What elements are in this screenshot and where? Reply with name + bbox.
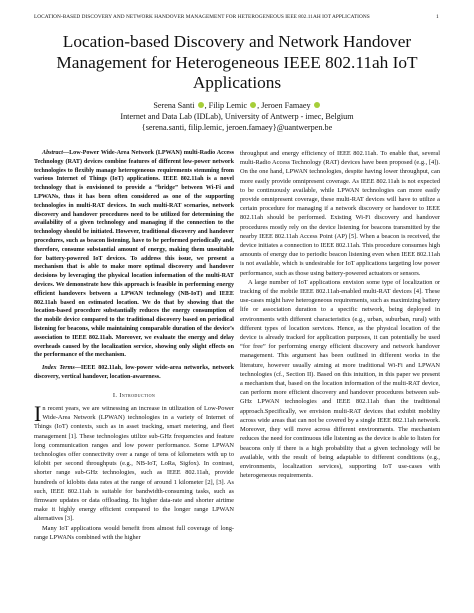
dropcap-letter: I [34,400,42,426]
index-terms-label: Index Terms [42,365,75,372]
right-column [240,149,440,480]
index-terms-text: IEEE 802.11ah, low-power wide-area networks, network discovery, vertical handover, location-awareness. [34,365,235,380]
abstract-label: Abstract [42,150,63,156]
abstract-text: Low-Power Wide-Area Network (LPWAN) multi-Radio Access Technology (RAT) devices combine features of different low-power network technologies to flexibly manage heterogeneous requirements stemming from various Internet of Things (IoT) applications. IEEE 802.11ah is a novel technology that is envisioned to provide a “bridge” between Wi-Fi and LPWANs, thus it has been often considered as one of the supporting technologies in multi-RAT devices. In such multi-RAT scenarios, network discovery and handover procedures need to be utilized for determining the availability of a given technology and managing if the connection to the technology should be initiated. However, traditional discovery and handover procedures, such as beacon listening, have to be performed periodically and, therefore, consume substantial amount of energy, making them unsuitable for battery-powered IoT devices. To address this issue, we present a mechanism that is able to make more optimal discovery and handover decisions by leveraging the physical location information of the multi-RAT devices. We demonstrate how this approach is feasible in performing energy efficient handovers between a LPWAN technology (NB-IoT) and IEEE 802.11ah based on estimated location. We do that by showing that the location-based procedure substantially reduces the energy consumption of the mobile device compared to the traditional discovery based on periodical listening for beacons, while maintaining comparable duration of the device’s association to IEEE 802.11ah. Moreover, we evaluate the energy and delay overheads caused by the localization service, showing only slight effects on the performance of the mechanism. [34,150,234,359]
body-paragraph-2: A large number of IoT applications envision some type of localization or tracking of the mobile IEEE 802.11ah-enabled multi-RAT devices [4]. These use-cases might have heterogeneous requirements, such as maximizing battery life or association duration to a specific network, being deployed in environments with different characteristics (e.g., urban, suburban, rural) with different types of location services. Hence, as the physical location of the device is already tracked for application purposes, it can potentially be used “for free” for performing energy efficient discovery and network handover management. This argument has been outlined in different works in the literature, however usually aiming at more traditional Wi-Fi and LPWAN technologies (cf., Section II). Based on this intuition, in this paper we present a mechanism that, based on the location information of the multi-RAT device, can perform more efficient discovery and handover procedures between sub-GHz LPWAN technologies and IEEE 802.11ah than the traditional approach.Specifically, we envision multi-RAT devices that exhibit mobility across wide areas that can not be covered by a single IEEE 802.11ah network. Moreover, they will move across different environments. The mechanism reduces the need for continuous idle listening as the device is able to listen for beacons only if there is a high probability that a given technology will be available, with the result of being adaptable to different conditions (e.g., environments, localization services), supporting IoT use-cases with heterogeneous requirements. [240,278,440,480]
body-paragraph: throughput and energy efficiency of IEEE 802.11ah. To enable that, several multi-Radio Access Technology (RAT) devices have been proposed (e.g., [4]). On the one hand, LPWAN technologies, despite having lower throughput, can more easily provide omnipresent coverage. As IEEE 802.11ah is not expected to be continuously available, while LPWAN technologies can more easily provide omnipresent coverage, these multi-RAT devices will have to utilize a certain procedure for managing if a network discovery or handover to IEEE 802.11ah should be performed. Existing Wi-Fi discovery and handover procedures mostly rely on the device listening for beacons transmitted by the nearby IEEE 802.11ah Access Point (AP) [5]. When a beacon is received, the device initiates a connection to IEEE 802.11ah. This procedure consumes high amounts of energy due to periodic beacon listening even when IEEE 802.11ah is not available, which is undesirable for IoT applications targeting low power performance, such as those using battery-powered actuators or sensors. [240,150,440,277]
orcid-icon[interactable] [250,102,256,108]
author-block [20,100,454,133]
abstract: Abstract—Low-Power Wide-Area Network (LPWAN) multi-Radio Access Technology (RAT) devices combine features of different low-power network technologies to flexibly manage heterogeneous requirements stemming from various Internet of Things (IoT) applications. IEEE 802.11ah is a novel technology that is envisioned to provide a “bridge” between Wi-Fi and LPWANs, thus it has been often considered as one of the supporting technologies in multi-RAT devices. In such multi-RAT scenarios, network discovery and handover procedures need to be utilized for determining the availability of a given technology and managing if the connection to the technology should be initiated. However, traditional discovery and handover procedures, such as beacon listening, have to be performed periodically and, therefore, consume substantial amount of energy, making them unsuitable for battery-powered IoT devices. To address this issue, we present a mechanism that is able to make more optimal discovery and handover decisions by leveraging the physical location information of the multi-RAT devices. We demonstrate how this approach is feasible in performing energy efficient handovers between a LPWAN technology (NB-IoT) and IEEE 802.11ah based on estimated location. We do that by showing that the location-based procedure substantially reduces the energy consumption of the mobile device compared to the traditional discovery based on periodical listening for beacons, while maintaining comparable duration of the device’s association to IEEE 802.11ah. Moreover, we evaluate the energy and delay overheads caused by the localization service, showing only slight effects on the performance of the mechanism. [34,150,234,359]
paper-title: Location-based Discovery and Network Handover Management for Heterogeneous IEEE 802.11ah IoT Applications [56,32,418,92]
running-header: LOCATION-BASED DISCOVERY AND NETWORK HANDOVER MANAGEMENT FOR HETEROGENEOUS IEEE 802.11AH IOT APPLICATIONS [34,14,370,20]
intro-paragraph [34,400,234,524]
orcid-icon[interactable] [314,102,320,108]
orcid-icon[interactable] [198,102,204,108]
section-heading: I. Introduction [112,391,156,399]
author-name: Serena Santi [153,101,195,110]
page-number: 1 [436,14,439,20]
author-emails: {serena.santi, filip.lemic, jeroen.famaey}@uantwerpen.be [141,123,333,132]
intro-paragraph-text: n recent years, we are witnessing an increase in utilization of Low-Power Wide-Area Network (LPWAN) technologies in a variety of Internet of Things (IoT) contexts, such as in asset tracking, smart metering, and fleet management [1]. These technologies utilize sub-GHz frequencies and feature long communication ranges and low power performance. Some LPWAN technologies offer connectivity over a range of tens of kilometers with up to kilobit per second throughputs (e.g., NB-IoT, LoRa, Sigfox). In contrast, shorter range sub-GHz technologies, such as IEEE 802.11ah, provide hundreds of kilobits data rates at the range of around 1 kilometer [2], [3]. As such, IEEE 802.11ah is suitable for bandwidth-consuming tasks, such as firmware updates or data offloading. Its higher data-rate and shorter airtime make it highly energy efficient compared to the longer range LPWAN alternatives [3]. [34,404,234,523]
index-terms: Index Terms—IEEE 802.11ah, low-power wide-area networks, network discovery, vertical handover, location-awareness. [34,365,235,380]
affiliation: Internet and Data Lab (IDLab), University of Antwerp - imec, Belgium [120,112,354,121]
author-line: Serena Santi , Filip Lemic , Jeroen Famaey [20,100,454,111]
intro-paragraph-2: Many IoT applications would benefit from almost full coverage of long-range LPWANs combined with the higher [34,524,234,541]
author-name: Jeroen Famaey [261,101,311,110]
left-column [34,149,234,542]
author-name: Filip Lemic [208,101,248,110]
